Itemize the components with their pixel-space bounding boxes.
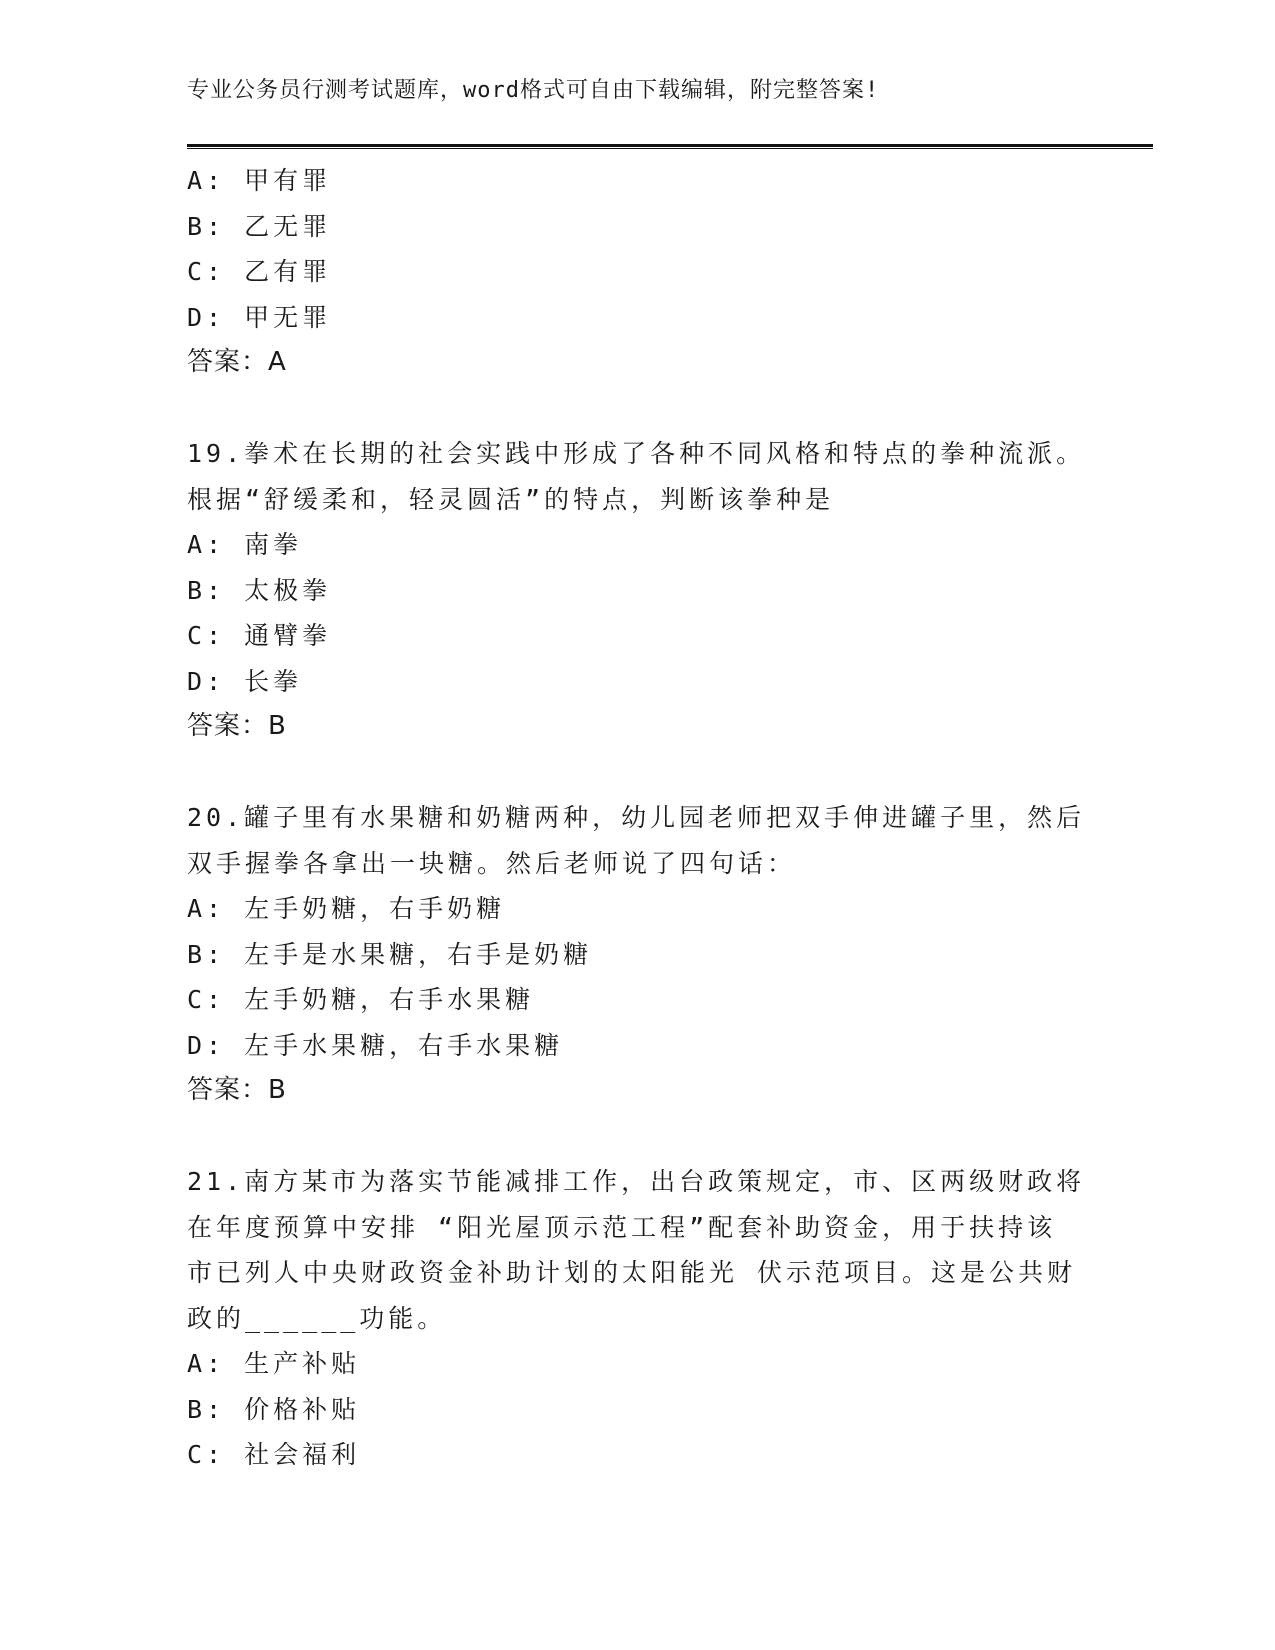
option-c: C: 乙有罪: [187, 257, 332, 286]
question-stem-line: 在年度预算中安排 “阳光屋顶示范工程”配套补助资金，用于扶持该: [187, 1212, 1057, 1242]
spacer: [187, 386, 1087, 432]
spacer: [187, 1114, 1087, 1160]
question-stem-line: 市已列人中央财政资金补助计划的太阳能光 伏示范项目。这是公共财: [187, 1258, 1077, 1287]
question-19: [187, 431, 1087, 750]
question-21: [187, 1159, 1087, 1478]
question-stem-line: 双手握拳各拿出一块糖。然后老师说了四句话：: [187, 848, 797, 878]
option-b: B: 太极拳: [187, 575, 332, 605]
question-20: [187, 795, 1087, 1114]
question-18-options: [187, 158, 1087, 386]
answer-line: 答案：B: [187, 711, 287, 741]
option-a: A: 生产补贴: [187, 1349, 361, 1378]
question-stem-line: 20.罐子里有水果糖和奶糖两种，幼儿园老师把双手伸进罐子里，然后: [187, 803, 1086, 832]
question-stem-line: 21.南方某市为落实节能减排工作，出台政策规定，市、区两级财政将: [187, 1167, 1086, 1196]
option-b: B: 价格补贴: [187, 1394, 361, 1424]
header-divider: [187, 144, 1153, 149]
option-b: B: 乙无罪: [187, 211, 332, 241]
answer-line: 答案：B: [187, 1075, 287, 1105]
option-c: C: 通臂拳: [187, 621, 332, 650]
question-stem-line: 19.拳术在长期的社会实践中形成了各种不同风格和特点的拳种流派。: [187, 439, 1086, 468]
option-a: A: 南拳: [187, 530, 303, 559]
option-c: C: 社会福利: [187, 1440, 361, 1469]
spacer: [187, 750, 1087, 796]
option-c: C: 左手奶糖，右手水果糖: [187, 985, 535, 1014]
option-d: D: 左手水果糖，右手水果糖: [187, 1030, 564, 1060]
question-stem-line: 政的______功能。: [187, 1303, 447, 1333]
header-note: 专业公务员行测考试题库，word格式可自由下载编辑，附完整答案!: [187, 78, 880, 103]
option-b: B: 左手是水果糖，右手是奶糖: [187, 939, 593, 969]
option-a: A: 左手奶糖，右手奶糖: [187, 894, 506, 923]
answer-line: 答案：A: [187, 347, 287, 377]
question-content: [187, 158, 1087, 1478]
question-stem-line: 根据“舒缓柔和，轻灵圆活”的特点，判断该拳种是: [187, 484, 835, 514]
option-d: D: 长拳: [187, 666, 303, 696]
option-a: A: 甲有罪: [187, 166, 332, 195]
option-d: D: 甲无罪: [187, 302, 332, 332]
